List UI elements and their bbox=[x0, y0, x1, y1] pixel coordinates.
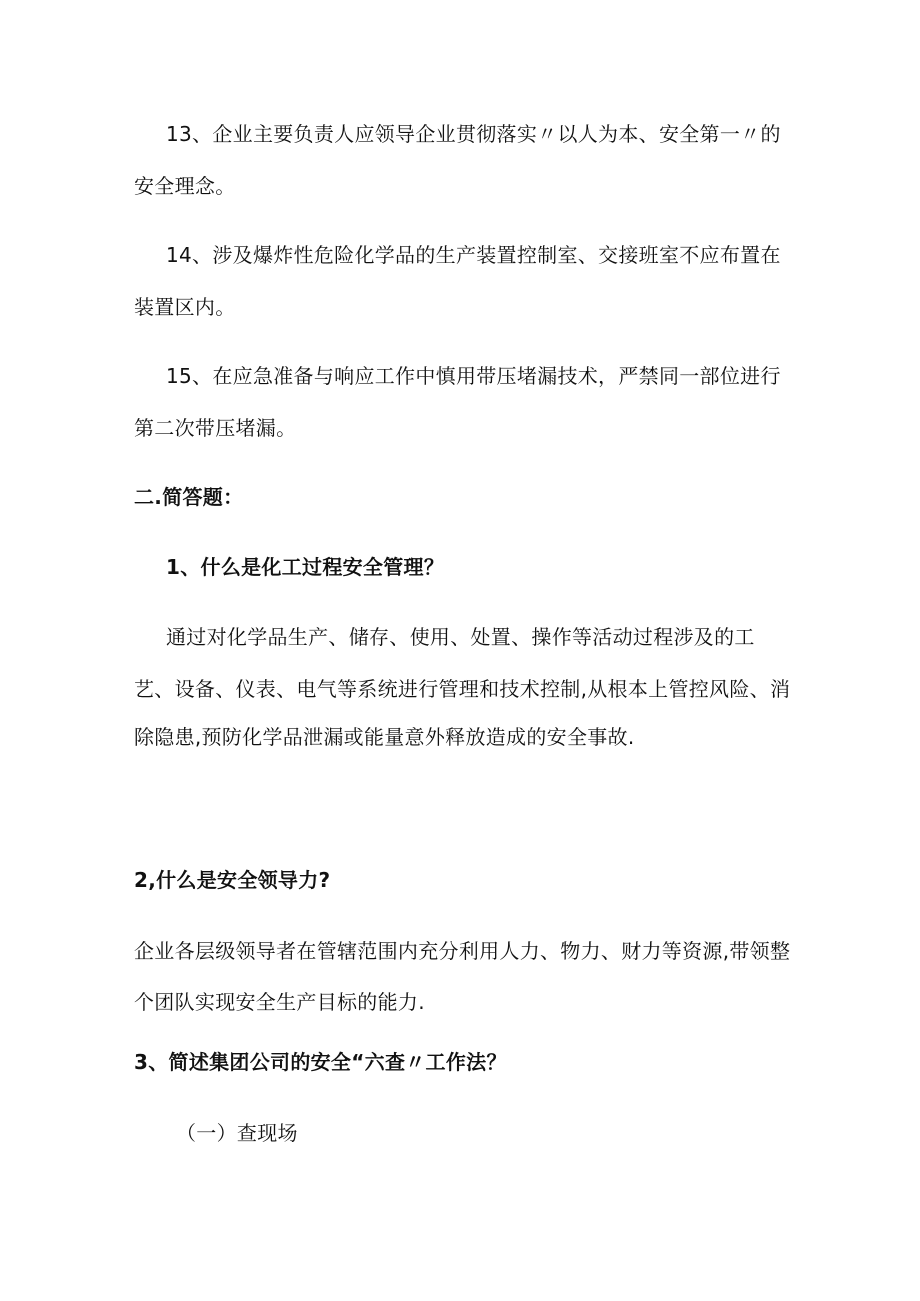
item-14-line-1: 14、涉及爆炸性危险化学品的生产装置控制室、交接班室不应布置在 bbox=[166, 243, 781, 267]
question-2: 2,什么是安全领导力? bbox=[134, 868, 331, 892]
answer-1-line-1: 通过对化学品生产、储存、使用、处置、操作等活动过程涉及的工 bbox=[166, 625, 755, 649]
answer-2-line-2: 个团队实现安全生产目标的能力. bbox=[134, 990, 425, 1014]
question-3-sub-1: （一）查现场 bbox=[176, 1121, 298, 1145]
item-13-line-2: 安全理念。 bbox=[134, 174, 236, 198]
question-3: 3、简述集团公司的安全“六查〃工作法？ bbox=[134, 1050, 507, 1074]
question-1: 1、什么是化工过程安全管理？ bbox=[166, 555, 445, 579]
item-15-line-2: 第二次带压堵漏。 bbox=[134, 416, 297, 440]
item-14-line-2: 装置区内。 bbox=[134, 295, 236, 319]
answer-1-line-2: 艺、设备、仪表、电气等系统进行管理和技术控制,从根本上管控风险、消 bbox=[134, 677, 791, 701]
answer-2-line-1: 企业各层级领导者在管辖范围内充分利用人力、物力、财力等资源,带领整 bbox=[134, 939, 791, 963]
answer-1-line-3: 除隐患,预防化学品泄漏或能量意外释放造成的安全事故. bbox=[134, 725, 635, 749]
item-15-line-1: 15、在应急准备与响应工作中慎用带压堵漏技术，严禁同一部位进行 bbox=[166, 364, 781, 388]
item-13-line-1: 13、企业主要负责人应领导企业贯彻落实〃以人为本、安全第一〃的 bbox=[166, 122, 781, 146]
section-heading: 二.简答题： bbox=[134, 485, 244, 509]
